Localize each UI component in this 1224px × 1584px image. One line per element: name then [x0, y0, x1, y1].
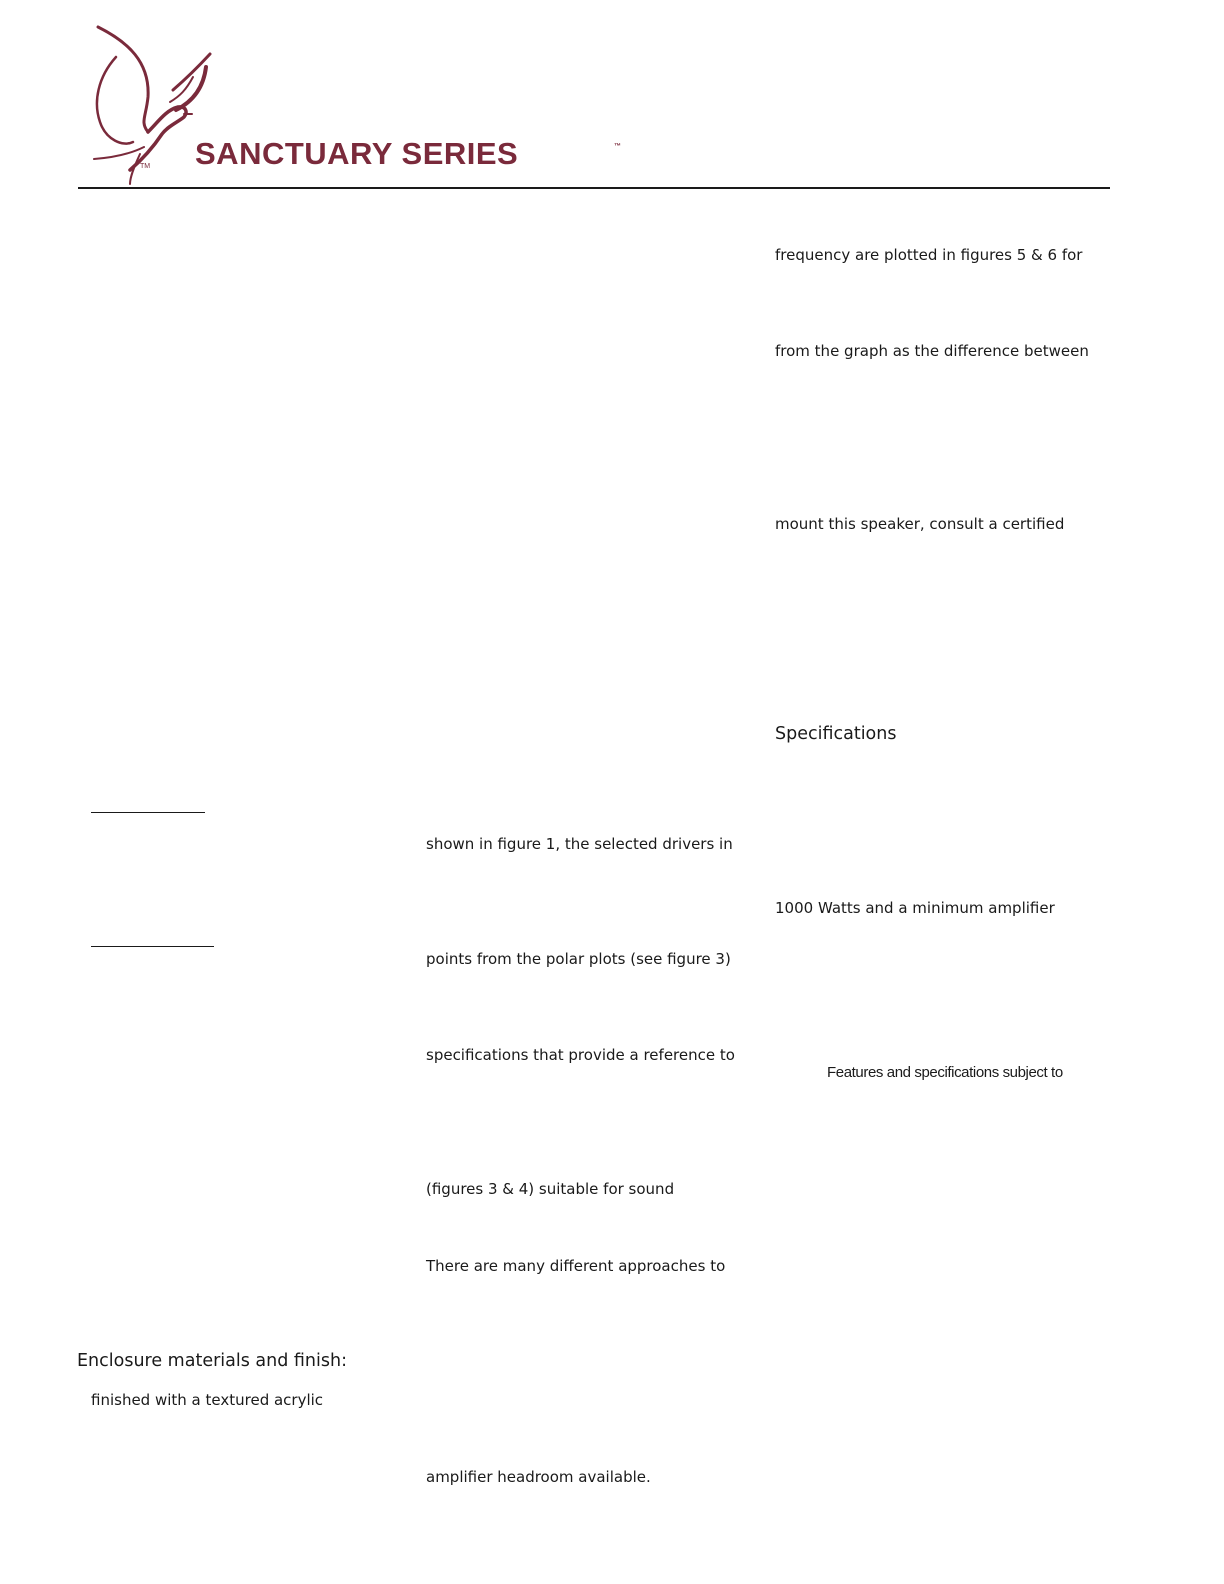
- right-text-line-3: mount this speaker, consult a certified: [775, 515, 1065, 533]
- brand-trademark: ™: [614, 143, 621, 150]
- middle-text-line-2: points from the polar plots (see figure 3): [426, 950, 731, 968]
- left-text-line-1: finished with a textured acrylic: [91, 1391, 324, 1409]
- middle-text-line-5: There are many different approaches to: [426, 1257, 726, 1275]
- left-short-divider-2: [91, 946, 214, 947]
- middle-text-line-1: shown in figure 1, the selected drivers in: [426, 835, 733, 853]
- brand-name: SANCTUARY SERIES: [195, 136, 519, 171]
- right-text-line-4: 1000 Watts and a minimum amplifier: [775, 899, 1055, 917]
- right-text-line-2: from the graph as the difference between: [775, 342, 1089, 360]
- page-header: [0, 0, 1224, 200]
- enclosure-heading: Enclosure materials and finish:: [77, 1351, 347, 1371]
- specifications-footnote: Features and specifications subject to: [827, 1064, 1063, 1081]
- middle-text-line-4: (figures 3 & 4) suitable for sound: [426, 1180, 675, 1198]
- right-text-line-1: frequency are plotted in figures 5 & 6 for: [775, 246, 1083, 264]
- header-divider: [78, 187, 1110, 189]
- specifications-heading: Specifications: [775, 724, 897, 744]
- logo-bird-trademark: TM: [140, 163, 151, 170]
- middle-text-line-6: amplifier headroom available.: [426, 1468, 651, 1486]
- left-short-divider-1: [91, 812, 205, 813]
- middle-text-line-3: specifications that provide a reference to: [426, 1046, 735, 1064]
